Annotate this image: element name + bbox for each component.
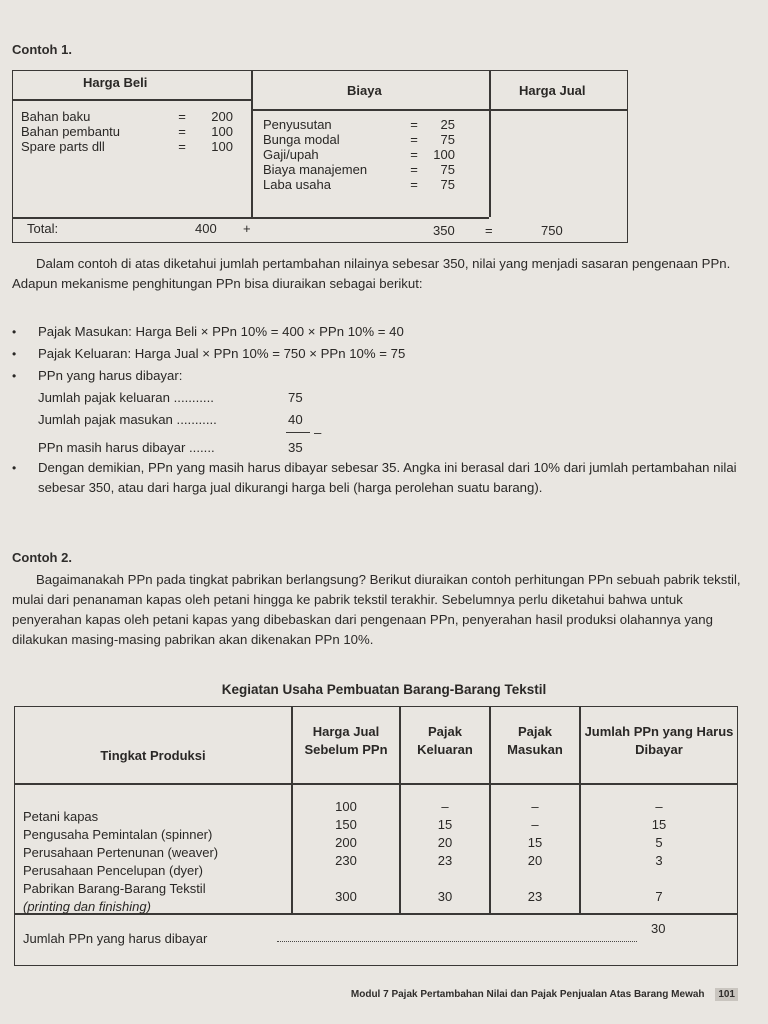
biaya-row: [263, 177, 455, 192]
contoh1-heading: Contoh 1.: [12, 42, 72, 57]
item-value: 100: [211, 124, 233, 139]
cell-keluaran: –: [441, 799, 449, 814]
cell-masukan: 20: [527, 853, 543, 868]
row-name: Pengusaha Pemintalan (spinner): [23, 827, 213, 842]
footer-text: Modul 7 Pajak Pertambahan Nilai dan Pajak Penjualan Atas Barang Mewah: [350, 989, 705, 1000]
cell-jumlah: 3: [655, 853, 663, 868]
harga-beli-row: [21, 124, 233, 139]
bullet-pajak-masukan: [12, 322, 742, 342]
plus-sign: +: [243, 221, 251, 236]
cell-harga: 150: [335, 817, 357, 832]
bullet-text: Dengan demikian, PPn yang masih harus dibayar sebesar 35. Angka ini berasal dari 10% dari jumlah pertambahan nilai sebesar 350, atau dari harga jual dikurangi harga beli (harga perolehan suatu barang).: [38, 460, 737, 495]
item-value: 75: [440, 132, 455, 147]
item-value: 100: [433, 147, 455, 162]
total-harga-jual: 750: [541, 223, 563, 238]
row-name: Petani kapas: [23, 809, 99, 824]
cell-keluaran: 20: [437, 835, 453, 850]
row-name: Pabrikan Barang-Barang Tekstil: [23, 881, 206, 896]
bullet-pajak-keluaran: [12, 344, 742, 364]
equals-sign: =: [178, 109, 186, 124]
total-row-label: Jumlah PPn yang harus dibayar: [23, 931, 208, 946]
calc-masukan: [38, 410, 303, 430]
cell-harga: 200: [335, 835, 357, 850]
col-harga-beli: Harga Beli: [83, 75, 148, 90]
minus-sign: –: [314, 425, 322, 440]
cell-masukan: –: [531, 817, 539, 832]
harga-beli-list: [21, 109, 233, 154]
header-tingkat-produksi: Tingkat Produksi: [100, 748, 206, 763]
item-name: Laba usaha: [263, 177, 331, 192]
header-pajak-keluaran: Pajak Keluaran: [417, 724, 473, 757]
col-biaya: Biaya: [347, 83, 382, 98]
item-value: 100: [211, 139, 233, 154]
row-name-sub: (printing dan finishing): [23, 899, 151, 914]
calc-label: PPn masih harus dibayar .......: [38, 440, 215, 455]
item-value: 25: [440, 117, 455, 132]
bullet-dot: •: [12, 347, 17, 361]
equals-sign: =: [178, 139, 186, 154]
bullet-dot: •: [12, 325, 17, 339]
bullet-dot: •: [12, 369, 17, 383]
equals-sign: =: [410, 162, 418, 177]
bullet-dot: •: [12, 461, 17, 475]
biaya-list: [263, 117, 455, 192]
calc-keluaran: [38, 388, 303, 408]
page-footer: [351, 988, 738, 1001]
cell-harga: 230: [335, 853, 357, 868]
calc-masih: [38, 438, 303, 458]
row-name: Perusahaan Pencelupan (dyer): [23, 863, 203, 878]
equals-sign: =: [410, 147, 418, 162]
paragraph-2: Bagaimanakah PPn pada tingkat pabrikan berlangsung? Berikut diuraikan contoh perhitungan PPn sebuah pabrik tekstil, mulai dari penanaman kapas oleh petani hingga ke pabrik tekstil terakhir. Sebelumnya perlu diketahui bahwa untuk penyerahan kapas oleh petani kapas yang dibebaskan dari pengenaan PPn, penyerahan hasil produksi olahannya yang dilakukan masing-masing pabrikan akan dikenakan PPn 10%.: [12, 572, 741, 647]
harga-beli-row: [21, 109, 233, 124]
item-name: Bahan baku: [21, 109, 91, 124]
cell-masukan: 23: [527, 889, 543, 904]
cell-harga: 300: [335, 889, 357, 904]
equals-sign: =: [485, 223, 493, 238]
bullet-ppn-harus: [12, 366, 742, 386]
header-pajak-masukan: Pajak Masukan: [507, 724, 563, 757]
paragraph-1: Dalam contoh di atas diketahui jumlah pertambahan nilainya sebesar 350, nilai yang menjadi sasaran pengenaan PPn. Adapun mekanisme penghitungan PPn bisa diuraikan sebagai berikut:: [12, 256, 731, 291]
cell-keluaran: 15: [437, 817, 453, 832]
calc-value: 75: [288, 390, 303, 405]
total-biaya: 350: [433, 223, 455, 238]
item-name: Bahan pembantu: [21, 124, 121, 139]
equals-sign: =: [178, 124, 186, 139]
row-name: Perusahaan Pertenunan (weaver): [23, 845, 219, 860]
calc-label: Jumlah pajak masukan ...........: [38, 412, 217, 427]
item-name: Spare parts dll: [21, 139, 105, 154]
contoh1-table: [12, 70, 628, 243]
cell-jumlah: 7: [655, 889, 663, 904]
cell-jumlah: –: [655, 799, 663, 814]
bullet-dengan-demikian: [12, 458, 744, 498]
cell-masukan: –: [531, 799, 539, 814]
sum-rule: [286, 432, 310, 433]
total-harga-beli: 400: [195, 221, 217, 236]
biaya-row: [263, 117, 455, 132]
biaya-row: [263, 132, 455, 147]
table2-title: Kegiatan Usaha Pembuatan Barang-Barang Tekstil: [221, 682, 547, 697]
item-name: Penyusutan: [263, 117, 332, 132]
total-label: Total:: [27, 221, 59, 236]
calc-value: 40: [288, 412, 303, 427]
total-row-value: 30: [651, 921, 666, 936]
cell-keluaran: 30: [437, 889, 453, 904]
item-value: 75: [440, 162, 455, 177]
cell-jumlah: 5: [655, 835, 663, 850]
cell-masukan: 15: [527, 835, 543, 850]
equals-sign: =: [410, 177, 418, 192]
bullet-text: PPn yang harus dibayar:: [38, 368, 183, 383]
col-harga-jual: Harga Jual: [519, 83, 586, 98]
equals-sign: =: [410, 117, 418, 132]
dotted-leader: [277, 941, 637, 942]
cell-jumlah: 15: [651, 817, 667, 832]
cell-harga: 100: [335, 799, 357, 814]
item-name: Bunga modal: [263, 132, 340, 147]
calc-label: Jumlah pajak keluaran ...........: [38, 390, 214, 405]
contoh2-heading: Contoh 2.: [12, 550, 72, 565]
item-name: Biaya manajemen: [263, 162, 368, 177]
bullet-text: Pajak Masukan: Harga Beli × PPn 10% = 400 × PPn 10% = 40: [38, 324, 404, 339]
production-table: [14, 706, 738, 966]
header-jumlah-ppn: Jumlah PPn yang Harus Dibayar: [584, 724, 734, 757]
biaya-row: [263, 162, 455, 177]
bullet-text: Pajak Keluaran: Harga Jual × PPn 10% = 750 × PPn 10% = 75: [38, 346, 406, 361]
item-value: 200: [211, 109, 233, 124]
page-number: 101: [715, 988, 738, 1001]
equals-sign: =: [410, 132, 418, 147]
item-name: Gaji/upah: [263, 147, 319, 162]
cell-keluaran: 23: [437, 853, 453, 868]
item-value: 75: [440, 177, 455, 192]
header-harga-jual: Harga Jual Sebelum PPn: [304, 724, 388, 757]
biaya-row: [263, 147, 455, 162]
harga-beli-row: [21, 139, 233, 154]
calc-value: 35: [288, 440, 303, 455]
